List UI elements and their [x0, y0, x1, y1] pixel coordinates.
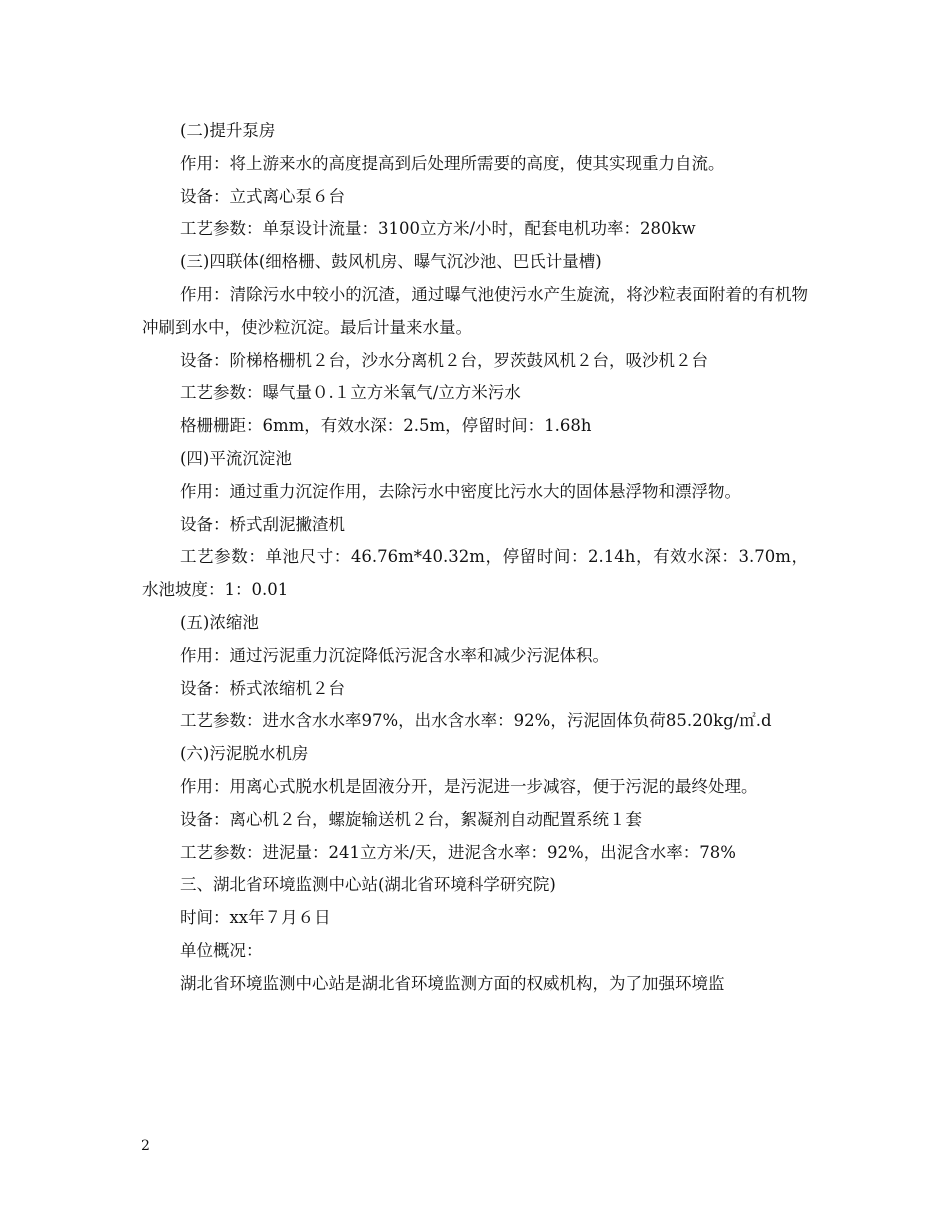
paragraph-dewatering-parameters: 工艺参数：进泥量：241立方米/天，进泥含水率：92%，出泥含水率：78% — [180, 842, 736, 862]
paragraph-lift-pump-function: 作用：将上游来水的高度提高到后处理所需要的高度，使其实现重力自流。 — [180, 153, 725, 173]
paragraph-quadruple-unit-equipment: 设备：阶梯格栅机２台，沙水分离机２台，罗茨鼓风机２台，吸沙机２台 — [180, 350, 708, 370]
paragraph-lift-pump-parameters: 工艺参数：单泵设计流量：3100立方米/小时，配套电机功率：280kw — [180, 219, 696, 239]
paragraph-thickener-parameters: 工艺参数：进水含水水率97%，出水含水率：92%，污泥固体负荷85.20kg/㎡.d — [180, 711, 772, 731]
paragraph-sedimentation-function: 作用：通过重力沉淀作用，去除污水中密度比污水大的固体悬浮物和漂浮物。 — [180, 481, 741, 501]
paragraph-unit-overview-label: 单位概况： — [180, 940, 263, 960]
paragraph-dewatering-function: 作用：用离心式脱水机是固液分开，是污泥进一步减容，便于污泥的最终处理。 — [180, 776, 758, 796]
paragraph-quadruple-unit-function: 作用：清除污水中较小的沉渣，通过曝气池使污水产生旋流，将沙粒表面附着的有机物冲刷到水中，使沙粒沉淀。最后计量来水量。 — [142, 284, 808, 337]
paragraph-dewatering-equipment: 设备：离心机２台，螺旋输送机２台，絮凝剂自动配置系统１套 — [180, 809, 642, 829]
paragraph-sedimentation-equipment: 设备：桥式刮泥撇渣机 — [180, 514, 345, 534]
page-number: 2 — [141, 1138, 150, 1154]
section-heading-sedimentation-tank: (四)平流沉淀池 — [180, 448, 292, 468]
paragraph-quadruple-unit-aeration: 工艺参数：曝气量０.１立方米氧气/立方米污水 — [180, 383, 521, 403]
paragraph-quadruple-unit-grid: 格栅栅距：6mm，有效水深：2.5m，停留时间：1.68h — [180, 416, 592, 436]
paragraph-visit-time: 时间：xx年７月６日 — [180, 908, 331, 928]
paragraph-unit-overview-text: 湖北省环境监测中心站是湖北省环境监测方面的权威机构，为了加强环境监 — [180, 973, 725, 993]
paragraph-sedimentation-parameters: 工艺参数：单池尺寸：46.76m*40.32m，停留时间：2.14h，有效水深：3.70m，水池坡度：1：0.01 — [142, 547, 808, 600]
paragraph-thickener-equipment: 设备：桥式浓缩机２台 — [180, 678, 345, 698]
section-heading-dewatering-room: (六)污泥脱水机房 — [180, 744, 309, 764]
paragraph-thickener-function: 作用：通过污泥重力沉淀降低污泥含水率和减少污泥体积。 — [180, 645, 609, 665]
paragraph-lift-pump-equipment: 设备：立式离心泵６台 — [180, 186, 345, 206]
section-heading-monitoring-center: 三、湖北省环境监测中心站(湖北省环境科学研究院) — [180, 875, 556, 895]
section-heading-quadruple-unit: (三)四联体(细格栅、鼓风机房、曝气沉沙池、巴氏计量槽) — [180, 252, 602, 272]
section-heading-thickener: (五)浓缩池 — [180, 612, 259, 632]
document-body — [142, 115, 808, 1001]
section-heading-lift-pump-room: (二)提升泵房 — [180, 121, 276, 140]
